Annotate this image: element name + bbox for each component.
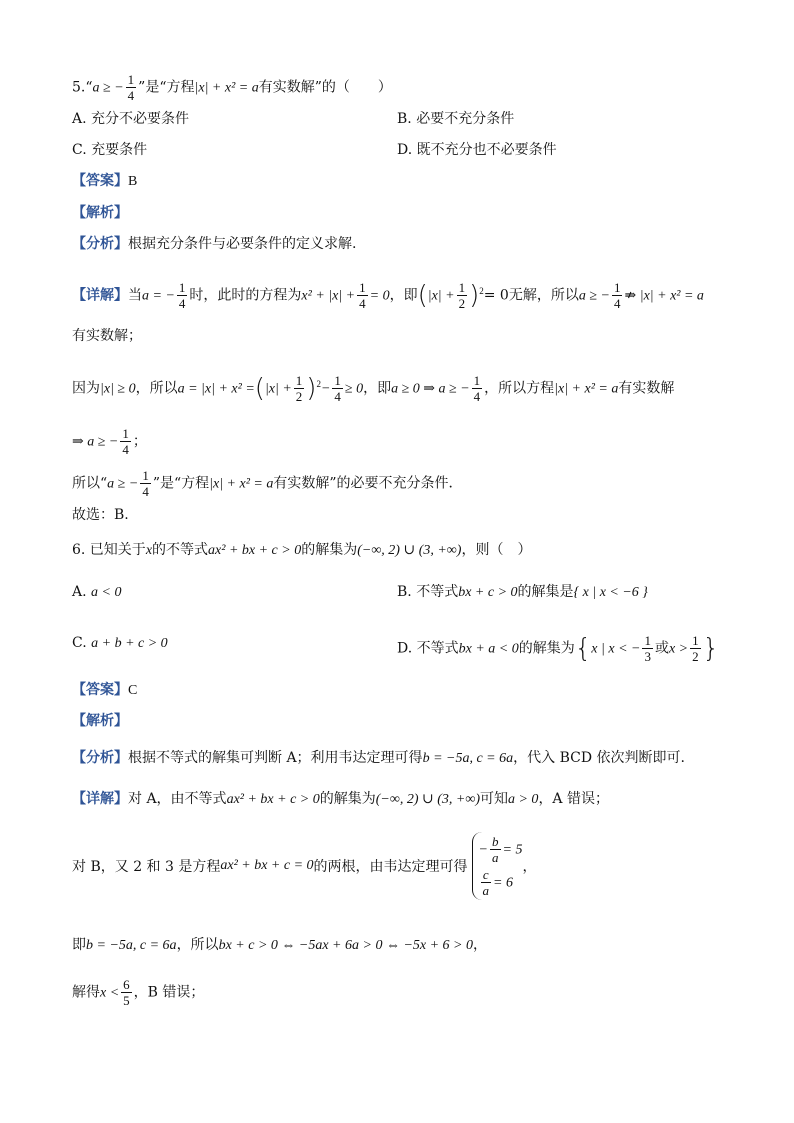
q5-detail-line-3: 因为|x| ≥ 0，所以a = |x| + x² =(|x| + $\frac{1}{2}$ )$^2$− $\frac{1}{4}$ ≥ 0，即a ≥ 0 ⇒ a ≥ − $\frac{1}{4}$ ，所以方程|x| + x² = a有实数解	[72, 373, 675, 404]
q6-option-a: A. a < 0	[72, 584, 122, 600]
q6-detail-line-4: 解得x < $\frac{6}{5}$ ，B 错误；	[72, 977, 205, 1008]
q6-fenxi: 【分析】根据不等式的解集可判断 A；利用韦达定理可得b = −5a, c = 6a，代入 BCD 依次判断即可.	[72, 750, 685, 766]
q6-detail-line-1: 【详解】对 A，由不等式ax² + bx + c > 0的解集为(−∞, 2) ∪ (3, +∞)可知a > 0，A 错误；	[72, 791, 609, 807]
q6-answer: 【答案】C	[72, 682, 138, 698]
q5-answer: 【答案】B	[72, 173, 138, 189]
q6-option-d: D. 不等式bx + a < 0的解集为{x | x < − $\frac{1}{3}$ 或x > $\frac{1}{2}$ }	[397, 633, 720, 664]
q5-detail-line-4: ⇒ a ≥ − $\frac{1}{4}$ ；	[72, 426, 147, 457]
q5-option-c: C. 充要条件	[72, 142, 148, 158]
q5-fenxi: 【分析】根据充分条件与必要条件的定义求解.	[72, 236, 357, 252]
q6-option-b: B. 不等式bx + c > 0的解集是{ x | x < −6 }	[397, 584, 648, 600]
q5-conclusion: 故选：B.	[72, 507, 129, 523]
q6-analysis-heading: 【解析】	[72, 713, 128, 729]
q5-option-b: B. 必要不充分条件	[397, 111, 515, 127]
q5-option-d: D. 既不充分也不必要条件	[397, 142, 557, 158]
q6-detail-line-2: 对 B，又 2 和 3 是方程ax² + bx + c = 0的两根，由韦达定理可得 − $\frac{b}{a}$ = 5 $\frac{c}{a}$ = 6 ，	[72, 834, 537, 898]
q5-detail-line-2: 有实数解；	[72, 328, 142, 344]
q6-detail-line-3: 即b = −5a, c = 6a，所以bx + c > 0 ⇔ −5ax + 6a > 0 ⇔ −5x + 6 > 0，	[72, 937, 487, 953]
q5-option-a: A. 充分不必要条件	[72, 111, 190, 127]
q5-stem: 5.“a ≥ − $\frac{1}{4}$ ”是“方程|x| + x² = a有实数解”的（ ）	[72, 72, 392, 103]
q5-detail-line-5: 所以“a ≥ − $\frac{1}{4}$ ”是“方程|x| + x² = a有实数解”的必要不充分条件．	[72, 468, 463, 499]
q5-analysis-heading: 【解析】	[72, 205, 128, 221]
frac-one-quarter: $\frac{1}{4}$	[127, 72, 135, 103]
q6-stem: 6. 已知关于x的不等式ax² + bx + c > 0的解集为(−∞, 2) ∪ (3, +∞)，则（ ）	[72, 542, 532, 558]
q6-option-c: C. a + b + c > 0	[72, 635, 168, 651]
q5-detail-line-1: 【详解】当a = − $\frac{1}{4}$ 时，此时的方程为x² + |x| + $\frac{1}{4}$ = 0，即(|x| + $\frac{1}{2}$ )$^2$= 0无解，所以a ≥ − $\frac{1}{4}$ ⇏ |x| + x² = a	[72, 280, 704, 311]
equation-system: − $\frac{b}{a}$ = 5 $\frac{c}{a}$ = 6	[472, 832, 523, 900]
